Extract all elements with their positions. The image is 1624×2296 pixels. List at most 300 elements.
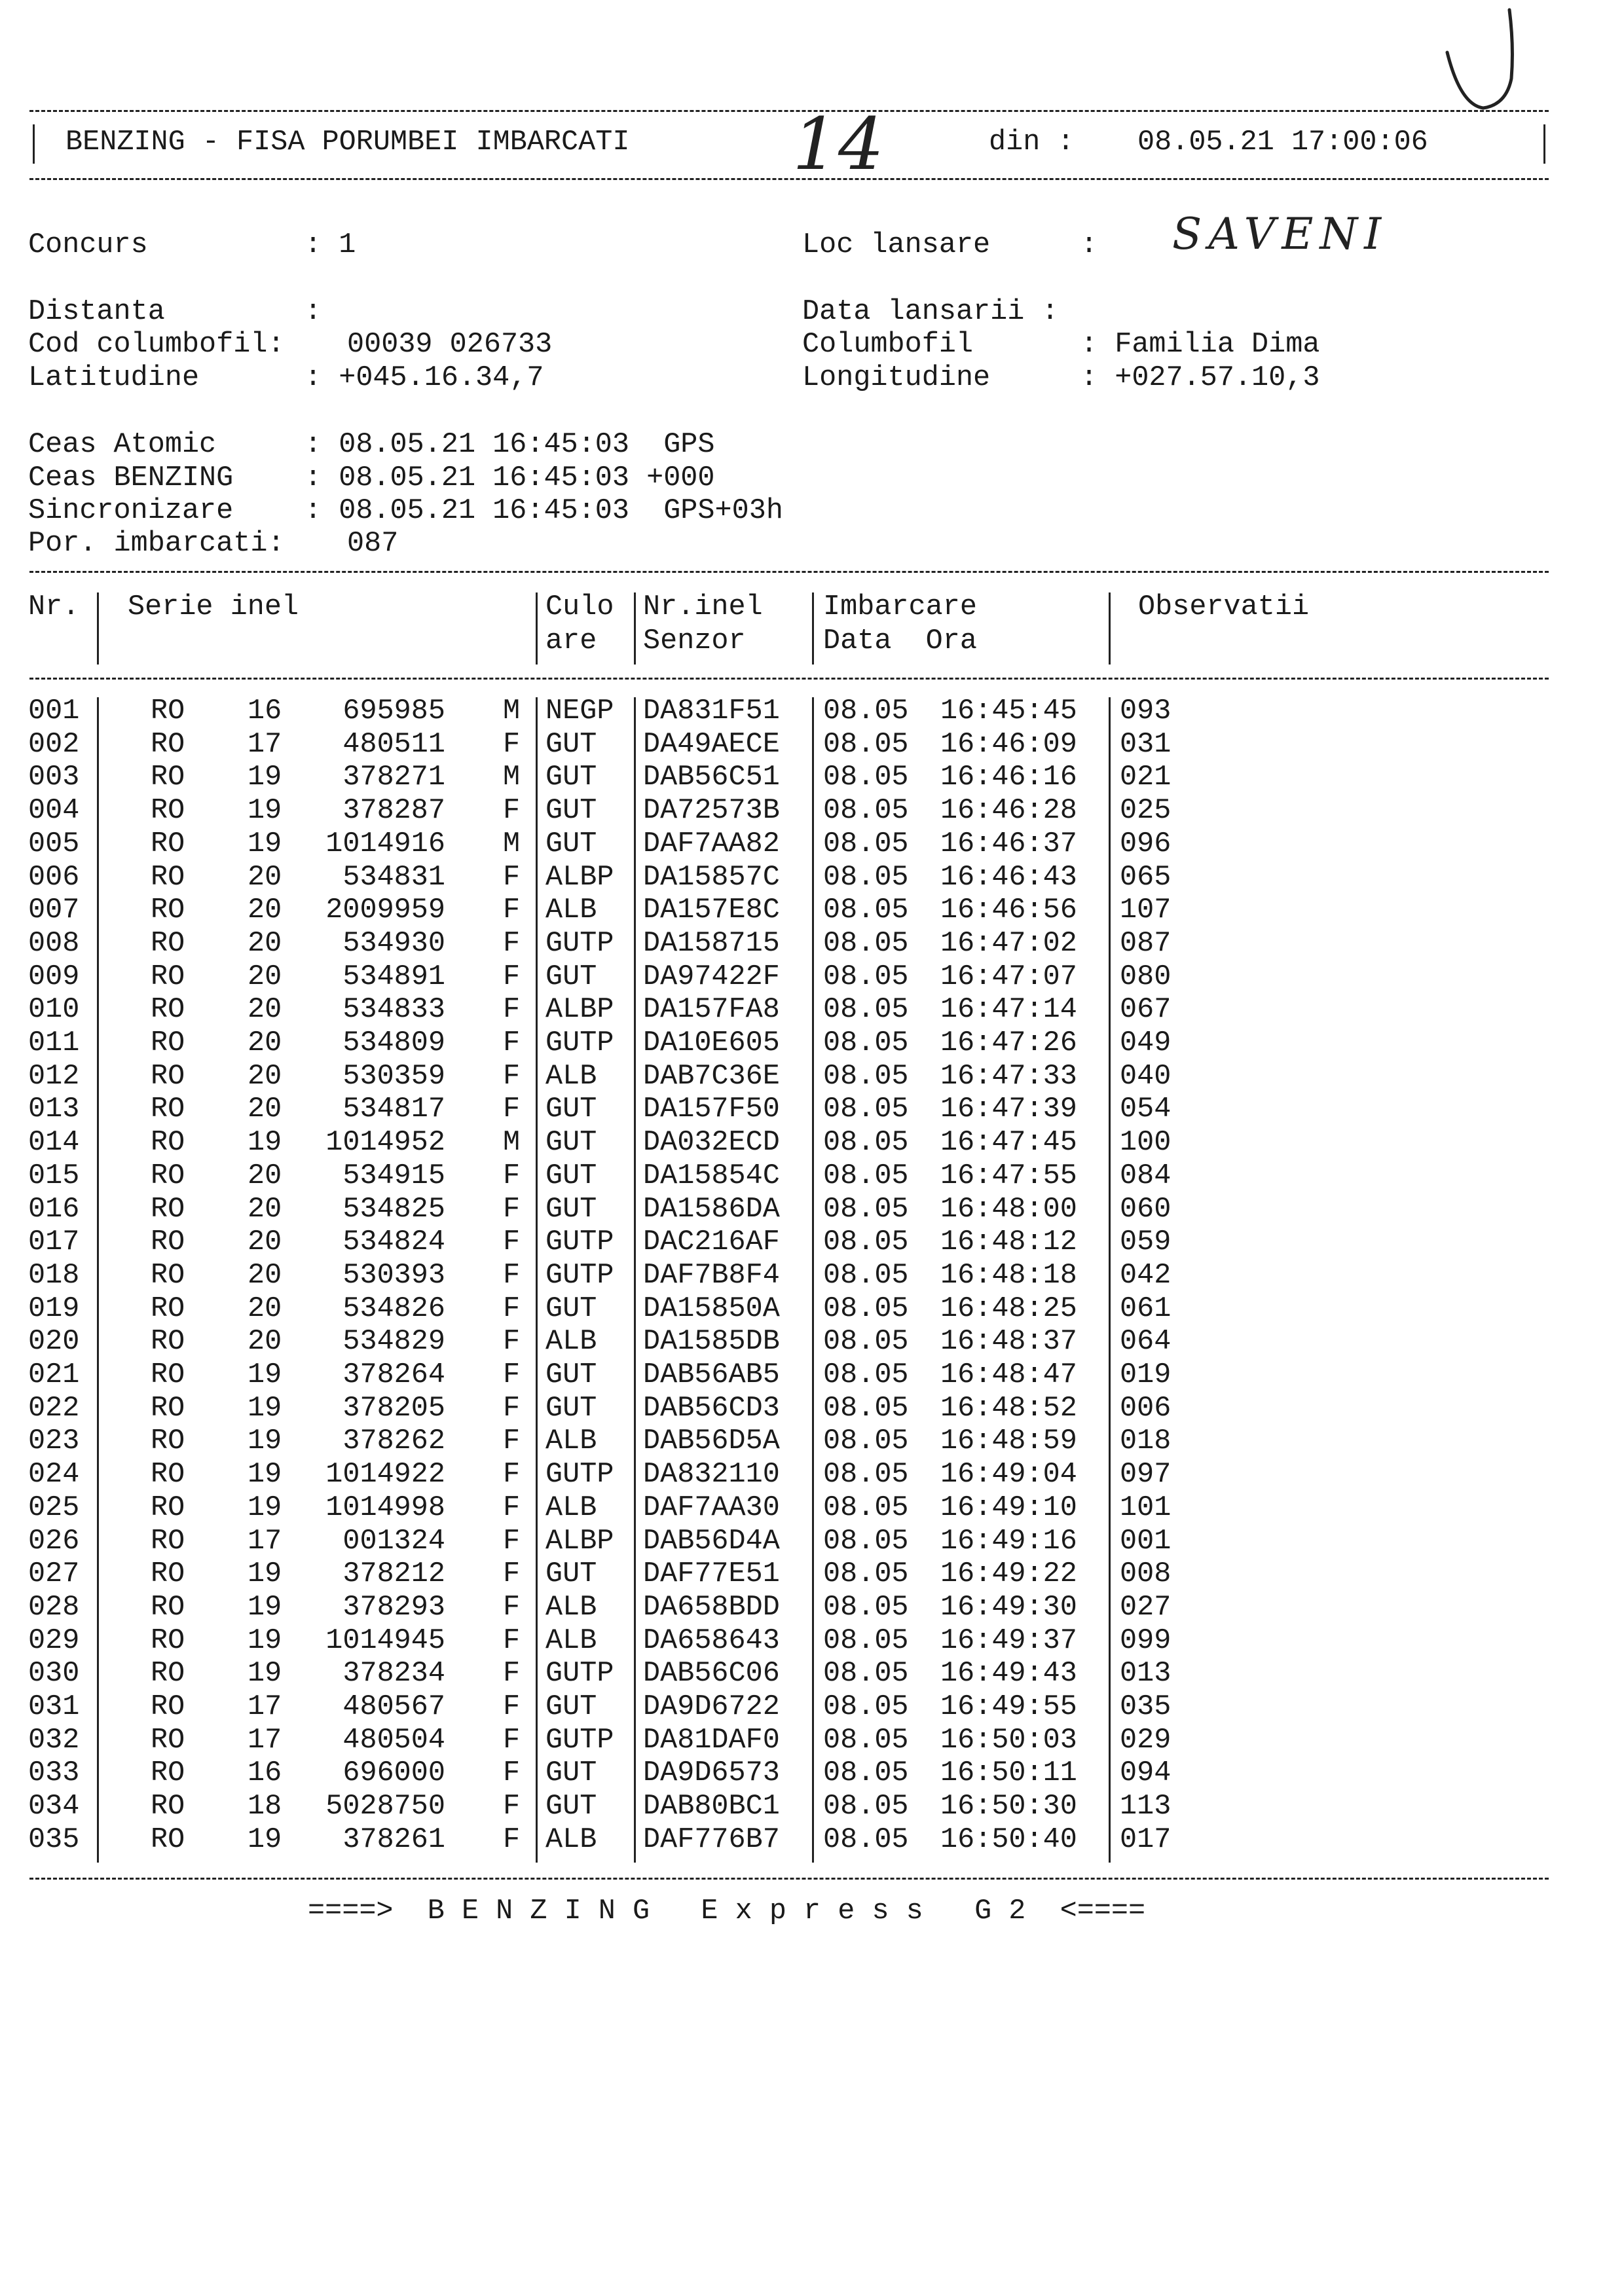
row-year: 20	[248, 1060, 282, 1093]
row-country: RO	[151, 828, 185, 860]
row-ring-number: 378287	[342, 795, 445, 828]
table-row	[0, 1093, 1624, 1127]
row-sensor-ring: DAC216AF	[643, 1226, 780, 1259]
row-date: 08.05	[823, 927, 909, 960]
row-nr: 010	[28, 994, 80, 1027]
row-date: 08.05	[823, 1658, 909, 1690]
row-observatii: 060	[1120, 1193, 1172, 1226]
latitudine-label: Latitudine	[28, 362, 200, 394]
row-year: 17	[248, 1724, 282, 1757]
row-color: ALB	[545, 1060, 597, 1093]
row-sensor-ring: DA831F51	[643, 695, 780, 727]
row-country: RO	[151, 1525, 185, 1558]
row-country: RO	[151, 1558, 185, 1591]
table-row	[0, 1592, 1624, 1625]
row-nr: 007	[28, 894, 80, 927]
row-time: 16:50:30	[940, 1791, 1077, 1823]
row-country: RO	[151, 1226, 185, 1259]
row-nr: 017	[28, 1226, 80, 1259]
row-year: 17	[248, 728, 282, 761]
row-time: 16:46:16	[940, 761, 1077, 794]
row-year: 19	[248, 1459, 282, 1491]
row-sensor-ring: DA658BDD	[643, 1591, 780, 1624]
table-row	[0, 1425, 1624, 1459]
row-sex: M	[503, 1127, 521, 1159]
row-color: GUT	[545, 1359, 597, 1391]
row-observatii: 040	[1120, 1060, 1172, 1093]
row-nr: 001	[28, 695, 80, 727]
header-top-rule	[29, 110, 1549, 112]
row-nr: 011	[28, 1027, 80, 1059]
row-time: 16:50:03	[940, 1724, 1077, 1757]
row-nr: 033	[28, 1757, 80, 1790]
header-right-border	[1543, 124, 1545, 164]
row-year: 19	[248, 1359, 282, 1391]
row-color: ALB	[545, 1823, 597, 1856]
row-time: 16:48:52	[940, 1392, 1077, 1425]
row-year: 20	[248, 894, 282, 927]
row-sex: F	[503, 1159, 521, 1192]
row-country: RO	[151, 1691, 185, 1723]
table-row	[0, 928, 1624, 961]
row-time: 16:49:30	[940, 1591, 1077, 1624]
row-date: 08.05	[823, 1591, 909, 1624]
row-sex: F	[503, 927, 521, 960]
row-country: RO	[151, 1491, 185, 1524]
row-sex: F	[503, 1326, 521, 1358]
row-date: 08.05	[823, 1093, 909, 1126]
table-row	[0, 1160, 1624, 1194]
row-date: 08.05	[823, 828, 909, 860]
row-observatii: 084	[1120, 1159, 1172, 1192]
row-year: 20	[248, 1159, 282, 1192]
row-observatii: 059	[1120, 1226, 1172, 1259]
ceas-atomic-label: Ceas Atomic	[28, 429, 217, 461]
row-ring-number: 378262	[342, 1425, 445, 1458]
table-row	[0, 695, 1624, 729]
row-country: RO	[151, 1027, 185, 1059]
row-nr: 024	[28, 1459, 80, 1491]
row-country: RO	[151, 761, 185, 794]
row-time: 16:48:00	[940, 1193, 1077, 1226]
row-nr: 004	[28, 795, 80, 828]
row-color: GUT	[545, 1093, 597, 1126]
row-year: 20	[248, 994, 282, 1027]
row-time: 16:48:18	[940, 1259, 1077, 1292]
row-date: 08.05	[823, 1259, 909, 1292]
row-ring-number: 534833	[342, 994, 445, 1027]
porumbei-imbarcati-value: 087	[347, 528, 399, 560]
row-time: 16:50:40	[940, 1823, 1077, 1856]
row-ring-number: 480504	[342, 1724, 445, 1757]
row-sex: F	[503, 861, 521, 894]
row-sensor-ring: DAF7AA30	[643, 1491, 780, 1524]
row-sex: F	[503, 1459, 521, 1491]
row-observatii: 025	[1120, 795, 1172, 828]
row-sensor-ring: DA9D6573	[643, 1757, 780, 1790]
row-nr: 029	[28, 1624, 80, 1657]
row-ring-number: 001324	[342, 1525, 445, 1558]
row-date: 08.05	[823, 1624, 909, 1657]
row-sensor-ring: DA157FA8	[643, 994, 780, 1027]
table-row	[0, 862, 1624, 895]
concurs-label: Concurs	[28, 229, 148, 261]
row-ring-number: 1014916	[325, 828, 445, 860]
table-row	[0, 1061, 1624, 1094]
row-color: GUT	[545, 1292, 597, 1325]
row-time: 16:47:26	[940, 1027, 1077, 1059]
table-row	[0, 1194, 1624, 1227]
row-observatii: 049	[1120, 1027, 1172, 1059]
row-ring-number: 1014952	[325, 1127, 445, 1159]
row-nr: 006	[28, 861, 80, 894]
row-time: 16:47:39	[940, 1093, 1077, 1126]
handwritten-sheet-number: 14	[792, 102, 884, 186]
document-title: BENZING - FISA PORUMBEI IMBARCATI	[65, 126, 630, 158]
row-sex: F	[503, 1093, 521, 1126]
row-color: GUT	[545, 1558, 597, 1591]
table-row	[0, 1791, 1624, 1824]
row-year: 19	[248, 1127, 282, 1159]
row-country: RO	[151, 1791, 185, 1823]
row-sex: F	[503, 1624, 521, 1657]
row-date: 08.05	[823, 861, 909, 894]
concurs-value: : 1	[304, 229, 356, 261]
row-date: 08.05	[823, 795, 909, 828]
row-sex: F	[503, 1226, 521, 1259]
row-time: 16:48:25	[940, 1292, 1077, 1325]
row-sensor-ring: DA49AECE	[643, 728, 780, 761]
cod-columbofil-value: 00039 026733	[347, 329, 553, 361]
row-time: 16:48:59	[940, 1425, 1077, 1458]
row-date: 08.05	[823, 1159, 909, 1192]
row-ring-number: 5028750	[325, 1791, 445, 1823]
row-sensor-ring: DA157F50	[643, 1093, 780, 1126]
row-sex: F	[503, 1359, 521, 1391]
row-ring-number: 530393	[342, 1259, 445, 1292]
row-year: 17	[248, 1525, 282, 1558]
table-bottom-rule	[29, 1878, 1549, 1880]
row-sensor-ring: DA15850A	[643, 1292, 780, 1325]
row-time: 16:46:28	[940, 795, 1077, 828]
row-color: GUTP	[545, 1459, 614, 1491]
row-observatii: 017	[1120, 1823, 1172, 1856]
row-time: 16:48:37	[940, 1326, 1077, 1358]
row-nr: 022	[28, 1392, 80, 1425]
row-country: RO	[151, 1060, 185, 1093]
row-time: 16:47:55	[940, 1159, 1077, 1192]
ceas-benzing-value: : 08.05.21 16:45:03 +000	[304, 462, 715, 494]
row-year: 19	[248, 1658, 282, 1690]
row-color: GUT	[545, 761, 597, 794]
row-country: RO	[151, 1624, 185, 1657]
row-ring-number: 696000	[342, 1757, 445, 1790]
row-nr: 031	[28, 1691, 80, 1723]
row-year: 20	[248, 960, 282, 993]
col-header-imbarcare-1: Imbarcare	[823, 591, 977, 623]
row-year: 20	[248, 927, 282, 960]
table-row	[0, 1525, 1624, 1559]
table-row	[0, 1724, 1624, 1758]
row-country: RO	[151, 1127, 185, 1159]
row-country: RO	[151, 1259, 185, 1292]
row-ring-number: 480567	[342, 1691, 445, 1723]
row-sensor-ring: DAB56C51	[643, 761, 780, 794]
handwritten-check-mark	[1434, 7, 1539, 111]
row-time: 16:45:45	[940, 695, 1077, 727]
latitudine-value: : +045.16.34,7	[304, 362, 544, 394]
row-sensor-ring: DA72573B	[643, 795, 780, 828]
row-ring-number: 1014945	[325, 1624, 445, 1657]
distanta-label: Distanta	[28, 296, 165, 328]
row-time: 16:49:43	[940, 1658, 1077, 1690]
row-country: RO	[151, 695, 185, 727]
table-row	[0, 795, 1624, 828]
row-year: 20	[248, 861, 282, 894]
row-nr: 026	[28, 1525, 80, 1558]
row-time: 16:47:45	[940, 1127, 1077, 1159]
row-time: 16:49:37	[940, 1624, 1077, 1657]
table-row	[0, 1226, 1624, 1260]
row-nr: 016	[28, 1193, 80, 1226]
row-nr: 009	[28, 960, 80, 993]
row-sex: F	[503, 1193, 521, 1226]
row-year: 19	[248, 1624, 282, 1657]
row-sensor-ring: DAB56AB5	[643, 1359, 780, 1391]
row-date: 08.05	[823, 1292, 909, 1325]
row-time: 16:49:10	[940, 1491, 1077, 1524]
row-country: RO	[151, 1591, 185, 1624]
row-time: 16:49:55	[940, 1691, 1077, 1723]
col-header-nr: Nr.	[28, 591, 80, 623]
row-nr: 014	[28, 1127, 80, 1159]
row-year: 20	[248, 1259, 282, 1292]
row-country: RO	[151, 1193, 185, 1226]
row-time: 16:48:12	[940, 1226, 1077, 1259]
row-date: 08.05	[823, 1525, 909, 1558]
row-sex: F	[503, 1027, 521, 1059]
table-row	[0, 894, 1624, 928]
row-observatii: 067	[1120, 994, 1172, 1027]
row-year: 19	[248, 1558, 282, 1591]
row-country: RO	[151, 728, 185, 761]
row-nr: 035	[28, 1823, 80, 1856]
row-ring-number: 1014998	[325, 1491, 445, 1524]
row-time: 16:47:33	[940, 1060, 1077, 1093]
row-observatii: 027	[1120, 1591, 1172, 1624]
row-observatii: 100	[1120, 1127, 1172, 1159]
header-bottom-rule	[29, 178, 1549, 180]
row-color: GUT	[545, 1791, 597, 1823]
row-date: 08.05	[823, 1724, 909, 1757]
row-sensor-ring: DA158715	[643, 927, 780, 960]
row-nr: 018	[28, 1259, 80, 1292]
row-date: 08.05	[823, 695, 909, 727]
table-row	[0, 994, 1624, 1027]
row-observatii: 042	[1120, 1259, 1172, 1292]
row-sensor-ring: DA032ECD	[643, 1127, 780, 1159]
row-color: GUT	[545, 795, 597, 828]
row-time: 16:46:56	[940, 894, 1077, 927]
row-year: 19	[248, 795, 282, 828]
row-observatii: 008	[1120, 1558, 1172, 1591]
table-row	[0, 1359, 1624, 1393]
row-color: ALB	[545, 1624, 597, 1657]
row-date: 08.05	[823, 960, 909, 993]
row-observatii: 094	[1120, 1757, 1172, 1790]
row-ring-number: 534829	[342, 1326, 445, 1358]
header-divider-3	[634, 592, 636, 665]
row-year: 20	[248, 1326, 282, 1358]
row-ring-number: 378293	[342, 1591, 445, 1624]
row-year: 19	[248, 1591, 282, 1624]
columbofil-label: Columbofil	[802, 329, 974, 361]
longitudine-value: : +027.57.10,3	[1080, 362, 1320, 394]
row-country: RO	[151, 1292, 185, 1325]
row-year: 16	[248, 1757, 282, 1790]
table-row	[0, 1658, 1624, 1691]
row-nr: 030	[28, 1658, 80, 1690]
table-row	[0, 1459, 1624, 1492]
row-country: RO	[151, 1359, 185, 1391]
row-sensor-ring: DA15854C	[643, 1159, 780, 1192]
row-country: RO	[151, 960, 185, 993]
row-date: 08.05	[823, 1359, 909, 1391]
row-color: GUT	[545, 828, 597, 860]
row-date: 08.05	[823, 1459, 909, 1491]
row-sensor-ring: DAB56D5A	[643, 1425, 780, 1458]
row-ring-number: 378261	[342, 1823, 445, 1856]
row-ring-number: 534831	[342, 861, 445, 894]
row-color: ALB	[545, 1326, 597, 1358]
row-ring-number: 378271	[342, 761, 445, 794]
cod-columbofil-label: Cod columbofil:	[28, 329, 285, 361]
row-nr: 019	[28, 1292, 80, 1325]
row-year: 19	[248, 1491, 282, 1524]
table-row	[0, 1393, 1624, 1426]
row-sex: F	[503, 1292, 521, 1325]
row-color: GUT	[545, 1691, 597, 1723]
row-sensor-ring: DAF77E51	[643, 1558, 780, 1591]
header-divider-4	[812, 592, 814, 665]
row-country: RO	[151, 1658, 185, 1690]
row-ring-number: 530359	[342, 1060, 445, 1093]
din-label: din :	[989, 126, 1075, 158]
row-ring-number: 378264	[342, 1359, 445, 1391]
table-row	[0, 1127, 1624, 1160]
row-observatii: 065	[1120, 861, 1172, 894]
row-color: GUT	[545, 960, 597, 993]
row-color: GUT	[545, 1392, 597, 1425]
row-date: 08.05	[823, 1392, 909, 1425]
row-country: RO	[151, 1724, 185, 1757]
table-row	[0, 1326, 1624, 1359]
row-sex: F	[503, 1425, 521, 1458]
row-date: 08.05	[823, 1326, 909, 1358]
row-color: NEGP	[545, 695, 614, 727]
table-header-bottom-rule	[29, 678, 1549, 680]
row-observatii: 035	[1120, 1691, 1172, 1723]
row-nr: 015	[28, 1159, 80, 1192]
header-divider-1	[97, 592, 99, 665]
table-row	[0, 1260, 1624, 1293]
row-observatii: 101	[1120, 1491, 1172, 1524]
row-nr: 012	[28, 1060, 80, 1093]
row-sensor-ring: DAF776B7	[643, 1823, 780, 1856]
row-year: 17	[248, 1691, 282, 1723]
row-date: 08.05	[823, 1193, 909, 1226]
row-observatii: 006	[1120, 1392, 1172, 1425]
row-date: 08.05	[823, 894, 909, 927]
row-ring-number: 534891	[342, 960, 445, 993]
row-observatii: 113	[1120, 1791, 1172, 1823]
row-ring-number: 480511	[342, 728, 445, 761]
table-row	[0, 1625, 1624, 1658]
row-nr: 034	[28, 1791, 80, 1823]
table-row	[0, 1293, 1624, 1326]
row-sex: F	[503, 728, 521, 761]
row-sex: F	[503, 894, 521, 927]
row-year: 20	[248, 1093, 282, 1126]
row-date: 08.05	[823, 1691, 909, 1723]
row-time: 16:49:22	[940, 1558, 1077, 1591]
row-sensor-ring: DA157E8C	[643, 894, 780, 927]
row-date: 08.05	[823, 1060, 909, 1093]
row-country: RO	[151, 1093, 185, 1126]
row-time: 16:47:07	[940, 960, 1077, 993]
row-observatii: 054	[1120, 1093, 1172, 1126]
row-nr: 023	[28, 1425, 80, 1458]
row-time: 16:46:43	[940, 861, 1077, 894]
row-nr: 008	[28, 927, 80, 960]
row-year: 19	[248, 828, 282, 860]
row-sensor-ring: DA10E605	[643, 1027, 780, 1059]
row-year: 19	[248, 1425, 282, 1458]
row-observatii: 096	[1120, 828, 1172, 860]
row-date: 08.05	[823, 1558, 909, 1591]
longitudine-label: Longitudine	[802, 362, 991, 394]
row-date: 08.05	[823, 1791, 909, 1823]
col-header-nr-inel-1: Nr.inel	[643, 591, 763, 623]
col-header-culoare-2: are	[545, 625, 597, 657]
row-sensor-ring: DAB56CD3	[643, 1392, 780, 1425]
row-year: 19	[248, 1392, 282, 1425]
row-sex: F	[503, 795, 521, 828]
header-left-border	[33, 124, 35, 164]
row-sex: M	[503, 695, 521, 727]
row-sensor-ring: DAB7C36E	[643, 1060, 780, 1093]
row-sensor-ring: DAB80BC1	[643, 1791, 780, 1823]
row-color: GUTP	[545, 1259, 614, 1292]
row-nr: 028	[28, 1591, 80, 1624]
row-ring-number: 378234	[342, 1658, 445, 1690]
row-observatii: 107	[1120, 894, 1172, 927]
row-time: 16:49:16	[940, 1525, 1077, 1558]
table-body	[0, 695, 1624, 1874]
row-color: GUT	[545, 1127, 597, 1159]
col-header-observatii: Observatii	[1138, 591, 1310, 623]
row-time: 16:46:37	[940, 828, 1077, 860]
row-date: 08.05	[823, 994, 909, 1027]
row-country: RO	[151, 1159, 185, 1192]
row-sex: F	[503, 1259, 521, 1292]
row-observatii: 093	[1120, 695, 1172, 727]
row-nr: 005	[28, 828, 80, 860]
ceas-atomic-value: : 08.05.21 16:45:03 GPS	[304, 429, 715, 461]
row-year: 18	[248, 1791, 282, 1823]
row-sex: F	[503, 1823, 521, 1856]
table-row	[0, 1824, 1624, 1857]
